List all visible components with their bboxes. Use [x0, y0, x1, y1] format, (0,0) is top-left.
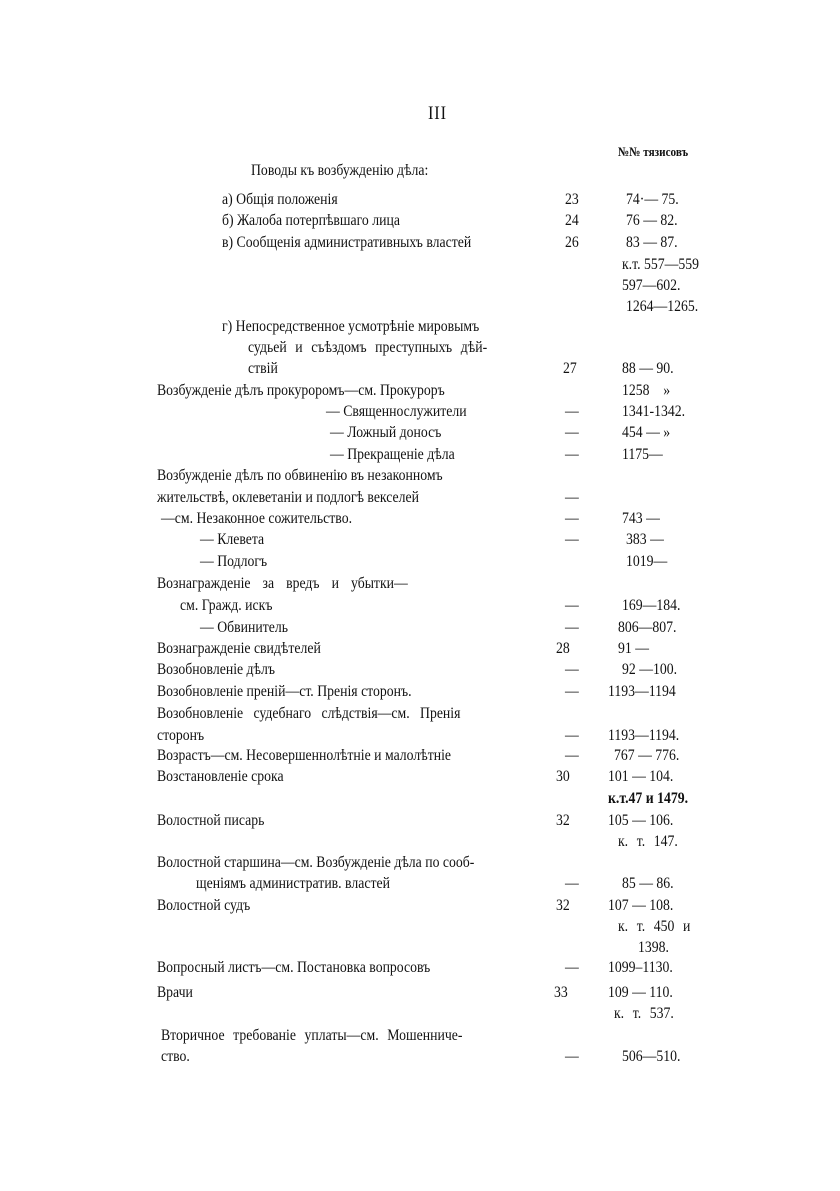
entry-text: Вознагражденіе свидѣтелей	[157, 640, 321, 657]
entry-theses: 92 —100.	[622, 661, 678, 678]
entry-text: — Ложный доносъ	[330, 424, 442, 441]
entry-text: — Священнослужители	[326, 403, 467, 420]
entry-theses: 767 — 776.	[614, 747, 680, 764]
entry-text: Волостной судъ	[157, 897, 251, 914]
entry-text: Вторичное требованіе уплаты—см. Мошенниче-	[161, 1027, 463, 1044]
entry-text: — Подлогъ	[200, 553, 268, 570]
entry-theses: 1175—	[622, 446, 663, 463]
entry-theses: к.т.47 и 1479.	[608, 790, 689, 807]
entry-theses: 1398.	[638, 939, 669, 956]
entry-theses: 1019—	[626, 553, 668, 570]
entry-text: Возстановленіе срока	[157, 768, 284, 785]
entry-text: ство.	[161, 1048, 190, 1065]
entry-theses: 91 —	[618, 640, 649, 657]
entry-theses: 597—602.	[622, 277, 681, 294]
entry-theses: к. т. 147.	[618, 833, 678, 850]
entry-theses: к.т. 557—559	[622, 256, 700, 273]
entry-theses: 85 — 86.	[622, 875, 674, 892]
entry-article: 33	[554, 984, 568, 1001]
entry-text: Возбужденіе дѣлъ прокуроромъ—см. Прокуроръ	[157, 382, 445, 399]
entry-article: —	[565, 597, 579, 614]
entry-text: —см. Незаконное сожительство.	[161, 510, 353, 527]
section-heading: Поводы къ возбужденію дѣла:	[251, 162, 429, 179]
entry-theses: 506—510.	[622, 1048, 681, 1065]
entry-article: 26	[565, 234, 579, 251]
entry-article: 32	[556, 812, 570, 829]
entry-text: — Обвинитель	[200, 619, 288, 636]
entry-article: —	[565, 403, 579, 420]
entry-article: —	[565, 661, 579, 678]
entry-text: — Клевета	[200, 531, 265, 548]
entry-text: см. Гражд. искъ	[180, 597, 273, 614]
entry-theses: 169—184.	[622, 597, 681, 614]
entry-theses: 1341-1342.	[622, 403, 686, 420]
entry-text: Возобновленіе дѣлъ	[157, 661, 276, 678]
entry-article: —	[565, 424, 579, 441]
entry-article: —	[565, 747, 579, 764]
entry-theses: 101 — 104.	[608, 768, 674, 785]
entry-theses: 454 — »	[622, 424, 671, 441]
entry-text: г) Непосредственное усмотрѣніе мировымъ	[222, 318, 480, 335]
entry-article: —	[565, 489, 579, 506]
entry-article: —	[565, 619, 579, 636]
entry-article: —	[565, 446, 579, 463]
entry-article: 30	[556, 768, 570, 785]
entry-text: ствій	[248, 360, 278, 377]
entry-text: судьей и съѣздомъ преступныхъ дѣй-	[248, 339, 488, 356]
entry-article: —	[565, 727, 579, 744]
entry-theses: 107 — 108.	[608, 897, 674, 914]
entry-article: —	[565, 683, 579, 700]
entry-article: —	[565, 531, 579, 548]
entry-theses: 743 —	[622, 510, 660, 527]
entry-theses: 383 —	[626, 531, 664, 548]
entry-theses: к. т. 537.	[614, 1005, 674, 1022]
entry-article: 28	[556, 640, 570, 657]
entry-text: — Прекращеніе дѣла	[330, 446, 455, 463]
entry-article: 32	[556, 897, 570, 914]
entry-text: Возобновленіе судебнаго слѣдствія—см. Пренія	[157, 705, 461, 722]
entry-theses: 109 — 110.	[608, 984, 673, 1001]
entry-theses: к. т. 450 и	[618, 918, 691, 935]
entry-theses: 1264—1265.	[626, 298, 699, 315]
entry-article: 23	[565, 191, 579, 208]
entry-text: жительствѣ, оклеветаніи и подлогѣ векселей	[157, 489, 419, 506]
entry-text: б) Жалоба потерпѣвшаго лица	[222, 212, 400, 229]
entry-theses: 83 — 87.	[626, 234, 678, 251]
entry-text: щеніямъ административ. властей	[196, 875, 390, 892]
entry-text: Волостной старшина—см. Возбужденіе дѣла по сооб-	[157, 854, 475, 871]
entry-text: Возбужденіе дѣлъ по обвиненію въ незаконномъ	[157, 467, 443, 484]
entry-text: сторонъ	[157, 727, 205, 744]
entry-text: Волостной писарь	[157, 812, 265, 829]
entry-article: —	[565, 875, 579, 892]
entry-theses: 76 — 82.	[626, 212, 678, 229]
entry-text: Вознагражденіе за вредъ и убытки—	[157, 575, 408, 592]
entry-theses: 1258 »	[622, 382, 671, 399]
page-number: III	[428, 103, 447, 124]
entry-article: 27	[563, 360, 577, 377]
entry-theses: 105 — 106.	[608, 812, 674, 829]
entry-text: Возобновленіе преній—ст. Пренія сторонъ.	[157, 683, 412, 700]
theses-column-header: №№ тязисовъ	[618, 144, 689, 159]
entry-text: Возрастъ—см. Несовершеннолѣтніе и малолѣтніе	[157, 747, 452, 764]
entry-theses: 806—807.	[618, 619, 677, 636]
entry-theses: 1099–1130.	[608, 959, 673, 976]
entry-theses: 74·— 75.	[626, 191, 679, 208]
entry-article: 24	[565, 212, 579, 229]
entry-theses: 88 — 90.	[622, 360, 674, 377]
entry-text: а) Общія положенія	[222, 191, 338, 208]
entry-theses: 1193—1194.	[608, 727, 680, 744]
entry-text: Вопросный листъ—см. Постановка вопросовъ	[157, 959, 431, 976]
entry-text: Врачи	[157, 984, 193, 1001]
entry-text: в) Сообщенія административныхъ властей	[222, 234, 472, 251]
entry-article: —	[565, 1048, 579, 1065]
entry-article: —	[565, 959, 579, 976]
entry-article: —	[565, 510, 579, 527]
entry-theses: 1193—1194	[608, 683, 676, 700]
